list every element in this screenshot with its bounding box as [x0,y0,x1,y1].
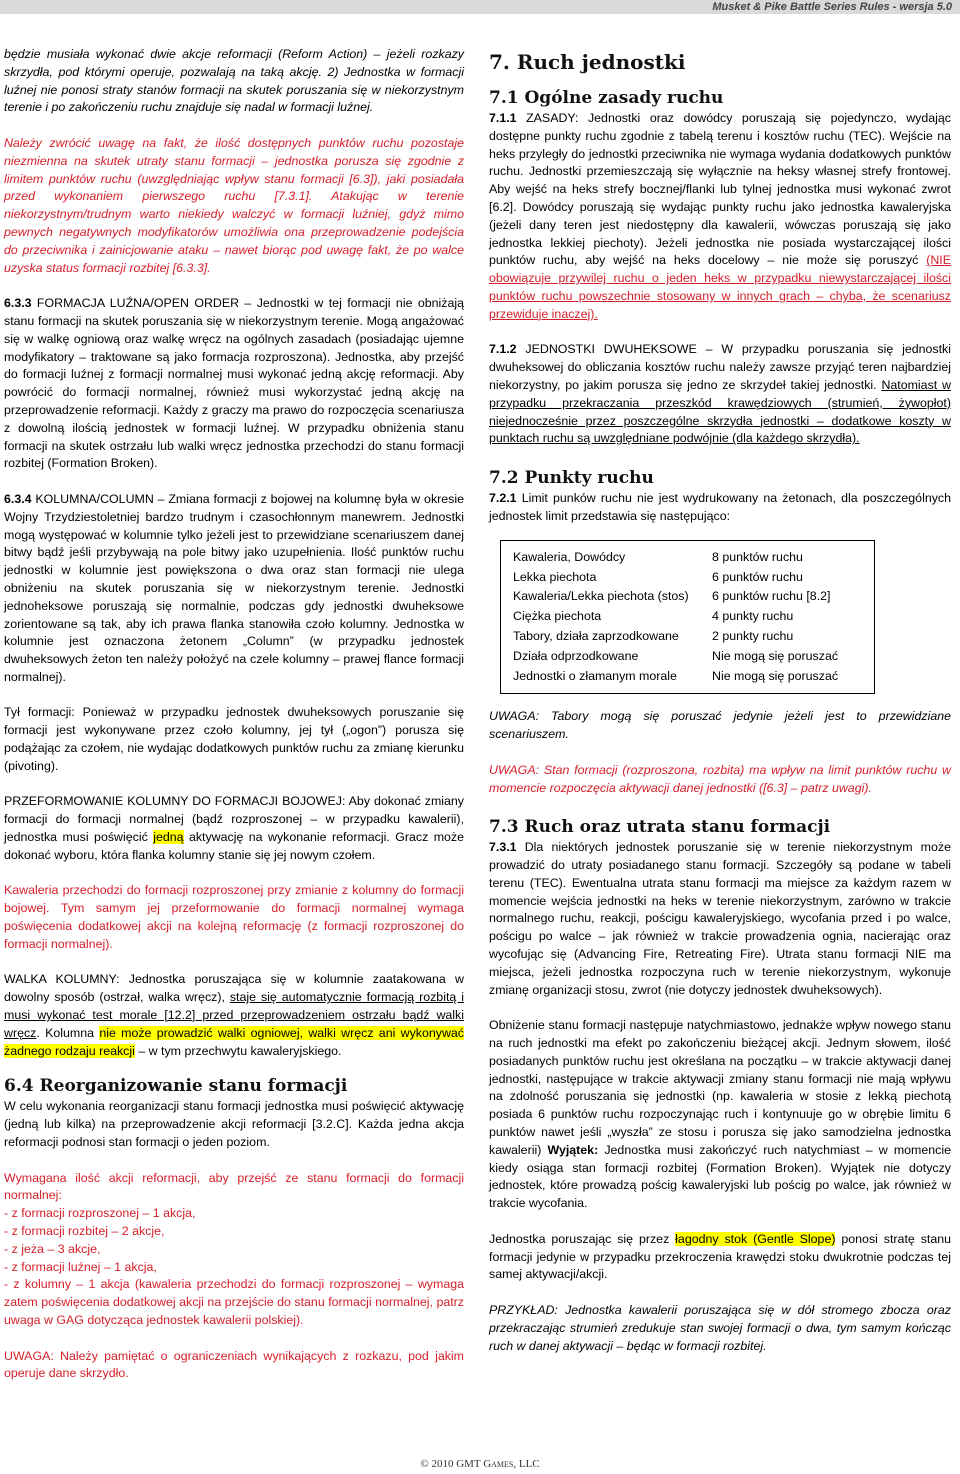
paragraph-column-combat [4,971,464,1060]
underlined-text: Natomiast w przypadku przekraczania przeszkód krawędziowych (strumień, żywopłot) niejednocześnie przez poszczególne skrzydła jednostki – dodatkowe koszty w punktach ruchu są uwzględniane podwójnie (dla każdego skrzydła). [489,377,951,446]
rule-number-7-2-1: 7.2.1 [489,491,517,506]
highlighted-text: jedną [153,830,184,845]
rule-text-6-3-3: FORMACJA LUŹNA/OPEN ORDER – Jednostki w tej formacji nie obniżają stanu formacji na skutek poruszania się w niekorzystnym terenie. Mogą angażować się w walkę ogniową oraz walkę wręcz na ogólnych zasadach (posiadając ujemne modyfikatory – traktowane są jako formacja rozproszona). Jednostka, aby przejść do formacji luźnej z formacji normalnej musi wykonać jedną akcję reformacji. Aby powrócić do formacji normalnej, również musi wykorzystać jedną akcję na przeprowadzenie reformacji. Każdy z graczy ma prawo do rozpoczęcia scenariusza z dowolną ilością jednostek w formacji luźnej. W przypadku obniżenia stanu formacji na skutek ostrzału lub walki wręcz jednostka przechodzi do stanu formacji rozbitej (Formation Broken). [4,296,464,471]
text-segment: JEDNOSTKI DWUHEKSOWE – W przypadku poruszania się jednostki dwuheksowej do obliczania kosztów ruchu należy zawsze przyjąć teren najbardziej niekorzystny, po jakim porusza się jedno ze skrzydeł takiej jednostki. [489,342,951,392]
paragraph-gentle-slope [489,1231,951,1284]
table-row [503,588,872,606]
heading-7-2: 7.2 Punkty ruchu [489,468,654,489]
table-row [503,648,872,666]
document-title: Musket & Pike Battle Series Rules - wersja 5.0 [712,1,952,13]
rule-number-7-1-1: 7.1.1 [489,111,517,125]
text-segment: Jednostka poruszając się przez [489,1231,676,1246]
paragraph-formation-loss-timing [489,1017,951,1213]
paragraph-6-3-4 [4,491,464,687]
table-cell-unit: Kawaleria, Dowódcy [513,549,626,564]
right-column [489,46,951,1355]
list-item: - z formacji rozbitej – 2 akcje, [4,1224,165,1238]
table-row [503,668,872,692]
reform-actions-list [4,1170,464,1330]
exception-label: Wyjątek: [547,1142,599,1157]
table-cell-unit: Działa odprzodkowane [513,648,639,663]
paragraph-formation-open-cont: będzie musiała wykonać dwie akcje reformacji (Reform Action) – jeżeli rozkazy skrzydła, pod którymi operuje, pozwalają na taką akcję. 2) Jednostka w formacji luźnej nie ponosi straty stanów formacji na skutek poruszania się w niekorzystnym terenie i po zakończeniu ruchu znajduje się nadal w formacji luźnej. [4,47,464,115]
rule-number-6-3-4: 6.3.4 [4,491,32,506]
heading-7-1: 7.1 Ogólne zasady ruchu [489,88,724,108]
rule-number-7-1-2: 7.1.2 [489,342,517,357]
text-segment: Jednostka musi zakończyć ruch natychmiast – w momencie kiedy osiąga stan formacji rozbitej (Formation Broken). Wyjątek nie dotyczy jednostek, które prowadzą pościg kawaleryjski lub pościg po walce, jak również w trakcie wycofania. [489,1142,951,1211]
text-segment: Obniżenie stanu formacji następuje natychmiastowo, jednakże wpływ nowego stanu na ruch jednostki ma efekt po zakończeniu bieżącej akcji. Jednym słowem, ilość posiadanych punktów ruchu jest określana na początku – w trakcie aktywacji danej jednostki, następujące w trakcie aktywacji zmiany stanu formacji nie mają wpływu na zdolność poruszania się jednostki (np. kawaleria w stosie z lekką piechotą posiada 6 punktów ruchu rozpoczynając ruch i kontynuuje go w obrębie limitu 6 punktów nawet jeśli „wyszła” ze stosu i porusza się jako samodzielna jednostka kawalerii) [489,1018,951,1157]
paragraph-example: PRZYKŁAD: Jednostka kawalerii poruszająca się w dół stromego zbocza oraz przekraczając strumień zredukuje stan swojej formacji o dwa, tym samym kończąc ruch w danej aktywacji – będąc w formacji rozbitej. [489,1303,951,1353]
list-item: Wymagana ilość akcji reformacji, aby przejść ze stanu formacji do formacji normalnej: [4,1170,464,1203]
list-item: - z formacji rozproszonej – 1 akcja, [4,1206,196,1221]
table-row [503,608,872,626]
note-wagons: UWAGA: Tabory mogą się poruszać jedynie jeżeli jest to przewidziane scenariuszem. [489,709,951,742]
rule-number-7-3-1: 7.3.1 [489,840,517,855]
text-segment: ZASADY: Jednostki oraz dowódcy poruszają się pojedynczo, wydając dostępne punkty ruchu zgodnie z tabelą terenu i kosztów ruchu (TEC). Wejście na heks przyległy do jednostki przeciwnika nie wymaga wydania dodatkowych punktów ruchu. Jednostki przemieszczają się wyłącznie na heksy własnej strefy frontowej. Aby wejść na heks strefy bocznej/flanki lub tylnej jednostka musi wykonać zwrot [6.2]. Dowódcy poruszają się wydając punkty ruchu jako jednostka kawaleryjska (jeżeli dany teren jest niedostępny dla kawalerii, wówczas poruszają się jako jednostka lekkiej piechoty). Jeżeli jednostka nie posiada wystarczającej ilości punktów ruchu, aby wejść na heks docelowy – nie może się poruszyć [489,111,951,268]
paragraph-column-reform [4,793,464,864]
paragraph-6-3-3 [4,295,464,473]
paragraph-6-4: W celu wykonania reorganizacji stanu formacji jednostka musi poświęcić aktywację (jedną lub kilka) na przeprowadzenie akcji reformacji [3.2.C]. Każda jedna akcja reformacji podnosi stan formacji o jeden poziom. [4,1099,464,1150]
table-cell-unit: Jednostki o złamanym morale [513,668,677,683]
paragraph-cavalry-column: Kawaleria przechodzi do formacji rozproszonej przy zmianie z kolumny do formacji bojowej. Tym samym jej przeformowanie do formacji normalnej wymaga poświęcenia dodatkowej akcji na kolejną reformację (z formacji rozproszonej do formacji normalnej). [4,883,464,951]
paragraph-7-1-2 [489,341,951,448]
page-footer: © 2010 GMT Games, LLC [420,1458,540,1470]
table-row [503,543,872,567]
movement-points-table [500,540,875,695]
text-segment: ponosi stratę stanu formacji jedynie w przypadku przekroczenia krawędzi stoku dwukrotnie podczas tej samej aktywacji/akcji. [489,1231,952,1282]
underlined-red-text: (NIE obowiązuje przywilej ruchu o jeden heks w przypadku niewystarczającej ilości punktów ruchu powszechnie stosowany w innych grach – chyba, że scenariusz przewiduje inaczej). [489,253,951,321]
table-cell-mp: Nie mogą się poruszać [712,668,839,683]
table-cell-mp: 6 punktów ruchu [8.2] [712,589,831,604]
list-item: - z kolumny – 1 akcja (kawaleria przechodzi do formacji rozproszonej – wymaga zatem poświęcenia dodatkowej akcji na przejście do stanu formacji normalnej, patrz uwaga w GAG dotycząca jednostek kawalerii polskiej). [4,1277,464,1327]
page-header [0,0,960,14]
left-column [4,46,464,1383]
table-cell-mp: 6 punktów ruchu [712,569,803,584]
paragraph-note-orders: UWAGA: Należy pamiętać o ograniczeniach wynikających z rozkazu, pod jakim operuje dane skrzydło. [4,1348,464,1381]
table-cell-unit: Ciężka piechota [513,609,602,624]
table-cell-mp: 2 punkty ruchu [712,628,794,643]
text-segment: – w tym przechwytu kawaleryjskiego. [134,1043,342,1058]
heading-7: 7. Ruch jednostki [489,50,686,74]
highlighted-text: łagodny stok (Gentle Slope) [675,1231,836,1246]
underlined-text: staje się automatycznie formacją rozbitą i musi wykonać test morale [12.2] przed przeprowadzeniem ostrzału bądź walki wręcz [4,990,464,1040]
text-segment: . Kolumna [36,1025,100,1040]
list-item: - z formacji luźnej – 1 akcja, [4,1259,157,1274]
heading-7-3: 7.3 Ruch oraz utrata stanu formacji [489,817,831,838]
text-segment: aktywację na wykonanie reformacji. Gracz może dokonać wyboru, która flanka kolumny stanie się jej nowym czołem. [4,830,464,862]
paragraph-7-2-1 [489,490,951,526]
table-row [503,569,872,587]
text-segment: PRZEFORMOWANIE KOLUMNY DO FORMACJI BOJOWEJ: Aby dokonać zmiany formacji do formacji normalnej (bądź rozproszonej – w przypadku kawalerii), jednostka musi poświęcić [4,794,464,845]
table-cell-mp: Nie mogą się poruszać [712,648,839,663]
text-segment: WALKA KOLUMNY: Jednostka poruszająca się w kolumnie zaatakowana w dowolny sposób (ostrzał, walka wręcz), [4,972,464,1005]
table-cell-mp: 8 punktów ruchu [712,549,803,564]
note-formation-state: UWAGA: Stan formacji (rozproszona, rozbita) ma wpływ na limit punktów ruchu w momencie rozpoczęcia aktywacji danej jednostki ([6.3] – patrz uwagi). [489,762,951,795]
list-item: - z jeża – 3 akcje, [4,1241,101,1256]
highlighted-text: nie może prowadzić walki ogniowej, walki wręcz ani wykonywać żadnego rodzaju reakcji [4,1025,464,1058]
heading-6-4: 6.4 Reorganizowanie stanu formacji [4,1076,348,1097]
paragraph-note-movement-points: Należy zwrócić uwagę na fakt, że ilość dostępnych punktów ruchu pozostaje niezmienna na skutek utraty stanu formacji – jednostka porusza się zgodnie z limitem punktów ruchu (uwzględniając wpływ stanu formacji [6.3]), jaki posiadała przed wykonaniem pierwszego ruchu [7.3.1]. Atakując w terenie niekorzystnym/trudnym warto niekiedy walczyć w formacji luźniej, gdyż mimo pewnych negatywnych modyfikatorów umożliwia ona przeprowadzenie podejścia do przeciwnika i zainicjowanie ataku – nawet biorąc pod uwagę fakt, że po walce uzyska status formacji rozbitej [6.3.3]. [4,135,464,275]
table-cell-mp: 4 punkty ruchu [712,609,794,624]
rule-number-6-3-3: 6.3.3 [4,296,32,311]
table-cell-unit: Kawaleria/Lekka piechota (stos) [513,589,689,604]
table-row [503,628,872,646]
table-cell-unit: Lekka piechota [513,569,597,584]
table-cell-unit: Tabory, działa zaprzodkowane [513,628,679,643]
paragraph-7-3-1 [489,839,951,999]
rule-text-6-3-4: KOLUMNA/COLUMN – Zmiana formacji z bojowej na kolumnę była w okresie Wojny Trzydziestoletniej bardzo trudnym i czasochłonnym manewrem. Jednostki mogą występować w kolumnie tylko jeżeli jest to przewidziane scenariuszem danej bitwy bądź jeśli przybywają na pole bitwy jako uzupełnienia. Ilość punktów ruchu jednostki w kolumnie jest powiększona o dwa oraz stan formacji nie ulega obniżeniu na skutek poruszania się w niekorzystnym terenie. Jednostki jednoheksowe poruszają się normalnie, podczas gdy jednostki dwuheksowe zorientowane są tak, aby ich prawa flanka stanowiła czoło kolumny. Jednostka w kolumnie jest oznaczona żetonem „Column” (w przypadku jednostek dwuheksowych żeton ten należy położyć na czele kolumny – prawej flance formacji normalnej). [4,491,464,684]
text-segment: Limit punków ruchu nie jest wydrukowany na żetonach, dla poszczególnych jednostek limit przedstawia się następująco: [489,491,951,523]
text-segment: Dla niektórych jednostek poruszanie się w terenie niekorzystnym może prowadzić do utraty posiadanego stanu formacji. Szczegóły są podane w tabeli terenu (TEC). Ewentualna utrata stanu formacji ma miejsce za każdym razem w momencie wejścia jednostki na heks w terenie niekorzystnym, zarówno w trakcie normalnego ruchu, reakcji, pościgu kawaleryjskiego, wycofania przed i po walce, pościgu po walce – jak również w trakcie prowadzenia ognia, nacierając oraz wycofując się (Advancing Fire, Retreating Fire). Utrata stanu formacji NIE ma miejsca, jeżeli jednostka rozpoczyna ruch w terenie niekorzystnym, wykonuje zmianę organizacji stosu, zwrot (nie dotyczy jednostek dwuheksowych). [489,840,951,997]
paragraph-column-rear: Tył formacji: Ponieważ w przypadku jednostek dwuheksowych poruszanie się formacji jest wykonywane przez czoło kolumny, jej tył („ogon”) porusza się podążając za czołem, nie wydając dodatkowych punktów ruchu za zmianę kierunku (pivoting). [4,705,464,773]
paragraph-7-1-1 [489,110,951,324]
